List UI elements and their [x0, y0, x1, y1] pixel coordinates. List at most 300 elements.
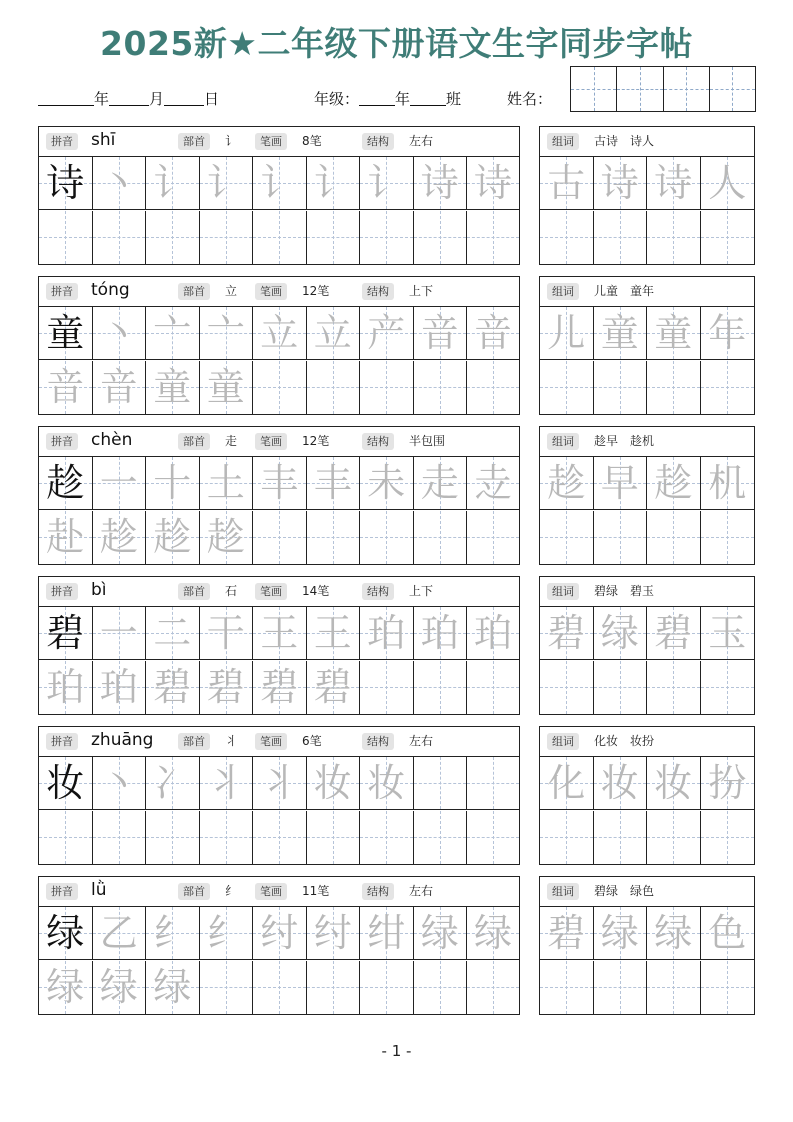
words-value: 碧绿 绿色 — [594, 884, 655, 898]
writing-cell[interactable] — [200, 361, 254, 414]
word-writing-cell[interactable] — [647, 511, 701, 564]
writing-cell[interactable] — [467, 307, 519, 360]
practice-block — [38, 426, 520, 565]
practice-block — [38, 126, 520, 265]
model-character: 绿 — [46, 911, 85, 955]
word-writing-cell[interactable] — [701, 757, 755, 810]
writing-cell[interactable] — [360, 661, 414, 714]
trace-glyph: 未 — [367, 461, 406, 505]
writing-cell[interactable] — [467, 811, 519, 864]
writing-cell[interactable] — [360, 961, 414, 1014]
structure-tag: 结构 — [362, 283, 394, 300]
structure-value: 左右 — [409, 134, 434, 148]
trace-glyph: 纣 — [313, 911, 352, 955]
strokes-tag: 笔画 — [255, 133, 287, 150]
practice-block — [38, 726, 520, 865]
practice-block — [38, 576, 520, 715]
writing-cell[interactable] — [307, 157, 361, 210]
writing-cell[interactable] — [360, 211, 414, 264]
word-trace-glyph: 早 — [600, 461, 639, 505]
structure-value: 上下 — [409, 584, 434, 598]
word-trace-glyph: 儿 — [547, 311, 586, 355]
writing-cell[interactable] — [360, 757, 414, 810]
structure-tag: 结构 — [362, 733, 394, 750]
words-block — [539, 276, 755, 415]
strokes-tag: 笔画 — [255, 283, 287, 300]
word-writing-cell[interactable] — [540, 157, 594, 210]
writing-cell[interactable] — [39, 307, 93, 360]
writing-cell[interactable] — [39, 961, 93, 1014]
writing-cell[interactable] — [200, 307, 254, 360]
writing-cell[interactable] — [146, 457, 200, 510]
structure-value: 左右 — [409, 734, 434, 748]
trace-glyph: 妆 — [367, 761, 406, 805]
word-writing-cell[interactable] — [701, 907, 755, 960]
writing-cell[interactable] — [414, 961, 468, 1014]
trace-glyph: 绿 — [420, 911, 459, 955]
word-trace-glyph: 妆 — [654, 761, 693, 805]
writing-cell[interactable] — [414, 607, 468, 660]
word-writing-cell[interactable] — [594, 457, 648, 510]
day-blank[interactable] — [164, 91, 204, 106]
word-trace-glyph: 扮 — [708, 761, 747, 805]
trace-glyph: 干 — [206, 611, 245, 655]
word-writing-cell[interactable] — [647, 757, 701, 810]
words-value: 化妆 妆扮 — [594, 734, 655, 748]
writing-cell[interactable] — [39, 811, 93, 864]
word-trace-glyph: 趁 — [654, 461, 693, 505]
word-writing-cell[interactable] — [594, 961, 648, 1014]
words-header — [540, 277, 754, 307]
page-title: 2025新★二年级下册语文生字同步字帖 — [100, 24, 693, 63]
words-header — [540, 727, 754, 757]
writing-cell[interactable] — [467, 511, 519, 564]
writing-cell[interactable] — [360, 157, 414, 210]
writing-cell[interactable] — [39, 757, 93, 810]
words-block — [539, 876, 755, 1015]
word-writing-cell[interactable] — [701, 307, 755, 360]
trace-glyph: 音 — [99, 365, 138, 409]
pinyin-tag: 拼音 — [46, 133, 78, 150]
structure-tag: 结构 — [362, 883, 394, 900]
writing-cell[interactable] — [200, 457, 254, 510]
word-trace-glyph: 妆 — [600, 761, 639, 805]
word-writing-cell[interactable] — [701, 457, 755, 510]
writing-cell[interactable] — [414, 661, 468, 714]
radical-tag: 部首 — [178, 583, 210, 600]
year-blank[interactable] — [38, 91, 94, 106]
word-trace-glyph: 童 — [600, 311, 639, 355]
name-label: 姓名： — [507, 90, 553, 108]
writing-cell[interactable] — [307, 757, 361, 810]
writing-cell[interactable] — [93, 907, 147, 960]
writing-cell[interactable] — [360, 811, 414, 864]
writing-cell[interactable] — [146, 607, 200, 660]
writing-cell[interactable] — [467, 757, 519, 810]
writing-cell[interactable] — [200, 907, 254, 960]
word-writing-cell[interactable] — [647, 961, 701, 1014]
writing-cell[interactable] — [253, 907, 307, 960]
structure-value: 半包围 — [409, 434, 446, 448]
trace-glyph: 音 — [46, 365, 85, 409]
writing-cell[interactable] — [307, 211, 361, 264]
trace-glyph: 丰 — [260, 461, 299, 505]
word-trace-glyph: 碧 — [654, 611, 693, 655]
word-trace-glyph: 古 — [547, 161, 586, 205]
model-character: 碧 — [46, 611, 85, 655]
writing-cell[interactable] — [414, 157, 468, 210]
trace-glyph: 一 — [99, 611, 138, 655]
word-writing-cell[interactable] — [594, 811, 648, 864]
words-tag: 组词 — [547, 133, 579, 150]
word-trace-glyph: 人 — [708, 161, 747, 205]
radical-tag: 部首 — [178, 433, 210, 450]
word-writing-cell[interactable] — [647, 907, 701, 960]
trace-glyph: 碧 — [260, 665, 299, 709]
name-cell[interactable] — [710, 67, 755, 111]
grade-year-label: 年 — [395, 90, 411, 108]
writing-cell[interactable] — [200, 811, 254, 864]
writing-cell[interactable] — [307, 361, 361, 414]
writing-cell[interactable] — [93, 961, 147, 1014]
word-writing-cell[interactable] — [540, 661, 594, 714]
word-writing-cell[interactable] — [594, 607, 648, 660]
name-writing-box[interactable] — [570, 66, 756, 112]
writing-cell[interactable] — [146, 211, 200, 264]
writing-cell[interactable] — [253, 457, 307, 510]
word-writing-cell[interactable] — [540, 457, 594, 510]
writing-cell[interactable] — [146, 661, 200, 714]
radical-value: 立 — [225, 284, 238, 298]
name-cell[interactable] — [571, 67, 617, 111]
word-trace-glyph: 化 — [547, 761, 586, 805]
words-header — [540, 427, 754, 457]
writing-cell[interactable] — [360, 361, 414, 414]
writing-cell[interactable] — [467, 361, 519, 414]
writing-cell[interactable] — [414, 211, 468, 264]
trace-glyph: 绿 — [46, 965, 85, 1009]
writing-cell[interactable] — [93, 361, 147, 414]
writing-cell[interactable] — [360, 511, 414, 564]
word-trace-glyph: 童 — [654, 311, 693, 355]
writing-cell[interactable] — [93, 757, 147, 810]
trace-glyph: 二 — [153, 611, 192, 655]
writing-cell[interactable] — [39, 361, 93, 414]
model-character: 妆 — [46, 761, 85, 805]
word-writing-cell[interactable] — [701, 361, 755, 414]
writing-cell[interactable] — [414, 511, 468, 564]
model-character: 童 — [46, 311, 85, 355]
name-cell[interactable] — [617, 67, 663, 111]
grade-blank[interactable] — [359, 91, 395, 106]
writing-cell[interactable] — [253, 157, 307, 210]
trace-glyph: 讠 — [153, 161, 192, 205]
trace-glyph: 赱 — [473, 461, 512, 505]
writing-cell[interactable] — [253, 757, 307, 810]
writing-cell[interactable] — [93, 511, 147, 564]
writing-cell[interactable] — [39, 607, 93, 660]
word-writing-cell[interactable] — [647, 607, 701, 660]
pinyin-tag: 拼音 — [46, 733, 78, 750]
month-label: 月 — [149, 90, 165, 108]
word-writing-cell[interactable] — [701, 511, 755, 564]
word-trace-glyph: 玉 — [708, 611, 747, 655]
writing-cell[interactable] — [253, 961, 307, 1014]
model-character: 诗 — [46, 161, 85, 205]
writing-cell[interactable] — [200, 511, 254, 564]
writing-cell[interactable] — [93, 157, 147, 210]
trace-glyph: 讠 — [367, 161, 406, 205]
word-writing-cell[interactable] — [540, 211, 594, 264]
pinyin-value: shī — [91, 130, 116, 150]
word-writing-cell[interactable] — [594, 211, 648, 264]
word-writing-cell[interactable] — [647, 307, 701, 360]
writing-cell[interactable] — [146, 157, 200, 210]
words-tag: 组词 — [547, 733, 579, 750]
words-tag: 组词 — [547, 583, 579, 600]
pinyin-tag: 拼音 — [46, 433, 78, 450]
strokes-value: 14笔 — [302, 584, 330, 598]
trace-glyph: 碧 — [206, 665, 245, 709]
writing-cell[interactable] — [307, 307, 361, 360]
writing-cell[interactable] — [39, 211, 93, 264]
trace-glyph: 碧 — [153, 665, 192, 709]
writing-cell[interactable] — [93, 811, 147, 864]
trace-glyph: 珀 — [420, 611, 459, 655]
trace-glyph: 绿 — [153, 965, 192, 1009]
writing-cell[interactable] — [307, 811, 361, 864]
word-writing-cell[interactable] — [594, 307, 648, 360]
char-info-header — [39, 127, 519, 157]
writing-cell[interactable] — [467, 661, 519, 714]
trace-glyph: 纣 — [260, 911, 299, 955]
year-label: 年 — [94, 90, 110, 108]
word-writing-cell[interactable] — [540, 961, 594, 1014]
word-trace-glyph: 年 — [708, 311, 747, 355]
word-writing-cell[interactable] — [540, 811, 594, 864]
word-writing-cell[interactable] — [647, 661, 701, 714]
writing-cell[interactable] — [253, 607, 307, 660]
trace-glyph: 讠 — [260, 161, 299, 205]
word-writing-cell[interactable] — [647, 811, 701, 864]
writing-cell[interactable] — [146, 757, 200, 810]
writing-cell[interactable] — [39, 661, 93, 714]
strokes-tag: 笔画 — [255, 733, 287, 750]
words-block — [539, 426, 755, 565]
writing-cell[interactable] — [39, 511, 93, 564]
writing-cell[interactable] — [200, 961, 254, 1014]
writing-cell[interactable] — [253, 511, 307, 564]
writing-cell[interactable] — [360, 907, 414, 960]
writing-cell[interactable] — [39, 157, 93, 210]
trace-glyph: 讠 — [206, 161, 245, 205]
strokes-value: 11笔 — [302, 884, 330, 898]
trace-glyph: 立 — [260, 311, 299, 355]
writing-cell[interactable] — [360, 457, 414, 510]
words-value: 儿童 童年 — [594, 284, 655, 298]
word-writing-cell[interactable] — [594, 757, 648, 810]
writing-cell[interactable] — [93, 211, 147, 264]
trace-glyph: 乙 — [99, 911, 138, 955]
word-trace-glyph: 碧 — [547, 911, 586, 955]
writing-cell[interactable] — [467, 907, 519, 960]
radical-value: 走 — [225, 434, 238, 448]
writing-cell[interactable] — [360, 607, 414, 660]
writing-cell[interactable] — [467, 457, 519, 510]
trace-glyph: 亠 — [206, 311, 245, 355]
writing-cell[interactable] — [414, 457, 468, 510]
writing-cell[interactable] — [146, 361, 200, 414]
writing-cell[interactable] — [307, 661, 361, 714]
writing-cell[interactable] — [467, 211, 519, 264]
writing-cell[interactable] — [93, 457, 147, 510]
word-trace-glyph: 色 — [708, 911, 747, 955]
char-info-header — [39, 577, 519, 607]
writing-cell[interactable] — [307, 457, 361, 510]
pinyin-tag: 拼音 — [46, 283, 78, 300]
word-writing-cell[interactable] — [540, 511, 594, 564]
word-trace-glyph: 绿 — [600, 911, 639, 955]
word-writing-cell[interactable] — [594, 907, 648, 960]
structure-value: 左右 — [409, 884, 434, 898]
writing-cell[interactable] — [146, 811, 200, 864]
word-writing-cell[interactable] — [594, 661, 648, 714]
trace-glyph: 音 — [420, 311, 459, 355]
writing-cell[interactable] — [253, 361, 307, 414]
writing-cell[interactable] — [200, 211, 254, 264]
writing-cell[interactable] — [93, 661, 147, 714]
writing-cell[interactable] — [467, 961, 519, 1014]
trace-glyph: 童 — [206, 365, 245, 409]
name-cell[interactable] — [664, 67, 710, 111]
trace-glyph: 讠 — [313, 161, 352, 205]
writing-cell[interactable] — [39, 907, 93, 960]
trace-glyph: 丶 — [99, 761, 138, 805]
writing-cell[interactable] — [414, 307, 468, 360]
trace-glyph: 亠 — [153, 311, 192, 355]
writing-cell[interactable] — [39, 457, 93, 510]
writing-cell[interactable] — [307, 961, 361, 1014]
writing-cell[interactable] — [146, 907, 200, 960]
trace-glyph: 音 — [473, 311, 512, 355]
word-writing-cell[interactable] — [540, 907, 594, 960]
pinyin-value: bì — [91, 580, 107, 600]
word-trace-glyph: 诗 — [600, 161, 639, 205]
word-writing-cell[interactable] — [594, 361, 648, 414]
trace-glyph: 珀 — [46, 665, 85, 709]
word-writing-cell[interactable] — [701, 811, 755, 864]
strokes-tag: 笔画 — [255, 583, 287, 600]
trace-glyph: 一 — [99, 461, 138, 505]
word-writing-cell[interactable] — [701, 157, 755, 210]
month-blank[interactable] — [109, 91, 149, 106]
writing-cell[interactable] — [253, 811, 307, 864]
trace-glyph: 王 — [313, 611, 352, 655]
trace-glyph: 珀 — [473, 611, 512, 655]
writing-cell[interactable] — [414, 811, 468, 864]
pinyin-value: tóng — [91, 280, 130, 300]
words-value: 趁早 趁机 — [594, 434, 655, 448]
writing-cell[interactable] — [146, 961, 200, 1014]
word-writing-cell[interactable] — [594, 157, 648, 210]
pinyin-value: chèn — [91, 430, 133, 450]
strokes-value: 12笔 — [302, 434, 330, 448]
word-trace-glyph: 绿 — [600, 611, 639, 655]
words-tag: 组词 — [547, 883, 579, 900]
model-character: 趁 — [46, 461, 85, 505]
trace-glyph: 碧 — [313, 665, 352, 709]
word-writing-cell[interactable] — [647, 211, 701, 264]
writing-cell[interactable] — [414, 361, 468, 414]
practice-block — [38, 276, 520, 415]
word-writing-cell[interactable] — [647, 157, 701, 210]
writing-cell[interactable] — [200, 757, 254, 810]
writing-cell[interactable] — [200, 661, 254, 714]
word-writing-cell[interactable] — [540, 607, 594, 660]
word-writing-cell[interactable] — [647, 361, 701, 414]
trace-glyph: 立 — [313, 311, 352, 355]
radical-tag: 部首 — [178, 133, 210, 150]
trace-glyph: 童 — [153, 365, 192, 409]
writing-cell[interactable] — [93, 607, 147, 660]
writing-cell[interactable] — [467, 157, 519, 210]
word-writing-cell[interactable] — [647, 457, 701, 510]
word-trace-glyph: 碧 — [547, 611, 586, 655]
writing-cell[interactable] — [200, 607, 254, 660]
writing-cell[interactable] — [414, 757, 468, 810]
writing-cell[interactable] — [307, 511, 361, 564]
strokes-value: 8笔 — [302, 134, 322, 148]
writing-cell[interactable] — [253, 211, 307, 264]
word-writing-cell[interactable] — [701, 607, 755, 660]
radical-value: 纟 — [225, 884, 238, 898]
writing-cell[interactable] — [307, 607, 361, 660]
class-blank[interactable] — [410, 91, 446, 106]
writing-cell[interactable] — [200, 157, 254, 210]
word-writing-cell[interactable] — [701, 211, 755, 264]
word-writing-cell[interactable] — [540, 361, 594, 414]
word-writing-cell[interactable] — [701, 961, 755, 1014]
word-writing-cell[interactable] — [540, 757, 594, 810]
trace-glyph: 走 — [420, 461, 459, 505]
structure-tag: 结构 — [362, 583, 394, 600]
trace-glyph: 丰 — [313, 461, 352, 505]
writing-cell[interactable] — [360, 307, 414, 360]
writing-cell[interactable] — [467, 607, 519, 660]
writing-cell[interactable] — [146, 307, 200, 360]
trace-glyph: 王 — [260, 611, 299, 655]
strokes-value: 6笔 — [302, 734, 322, 748]
radical-tag: 部首 — [178, 283, 210, 300]
word-writing-cell[interactable] — [594, 511, 648, 564]
trace-glyph: 丶 — [99, 311, 138, 355]
trace-glyph: 趁 — [153, 515, 192, 559]
words-header — [540, 577, 754, 607]
writing-cell[interactable] — [307, 907, 361, 960]
word-writing-cell[interactable] — [701, 661, 755, 714]
word-writing-cell[interactable] — [540, 307, 594, 360]
trace-glyph: 绿 — [99, 965, 138, 1009]
grade-label: 年级： — [314, 90, 360, 108]
writing-cell[interactable] — [414, 907, 468, 960]
trace-glyph: 十 — [153, 461, 192, 505]
day-label: 日 — [204, 90, 220, 108]
writing-cell[interactable] — [93, 307, 147, 360]
writing-cell[interactable] — [253, 661, 307, 714]
writing-cell[interactable] — [146, 511, 200, 564]
writing-cell[interactable] — [253, 307, 307, 360]
trace-glyph: 纟 — [206, 911, 245, 955]
